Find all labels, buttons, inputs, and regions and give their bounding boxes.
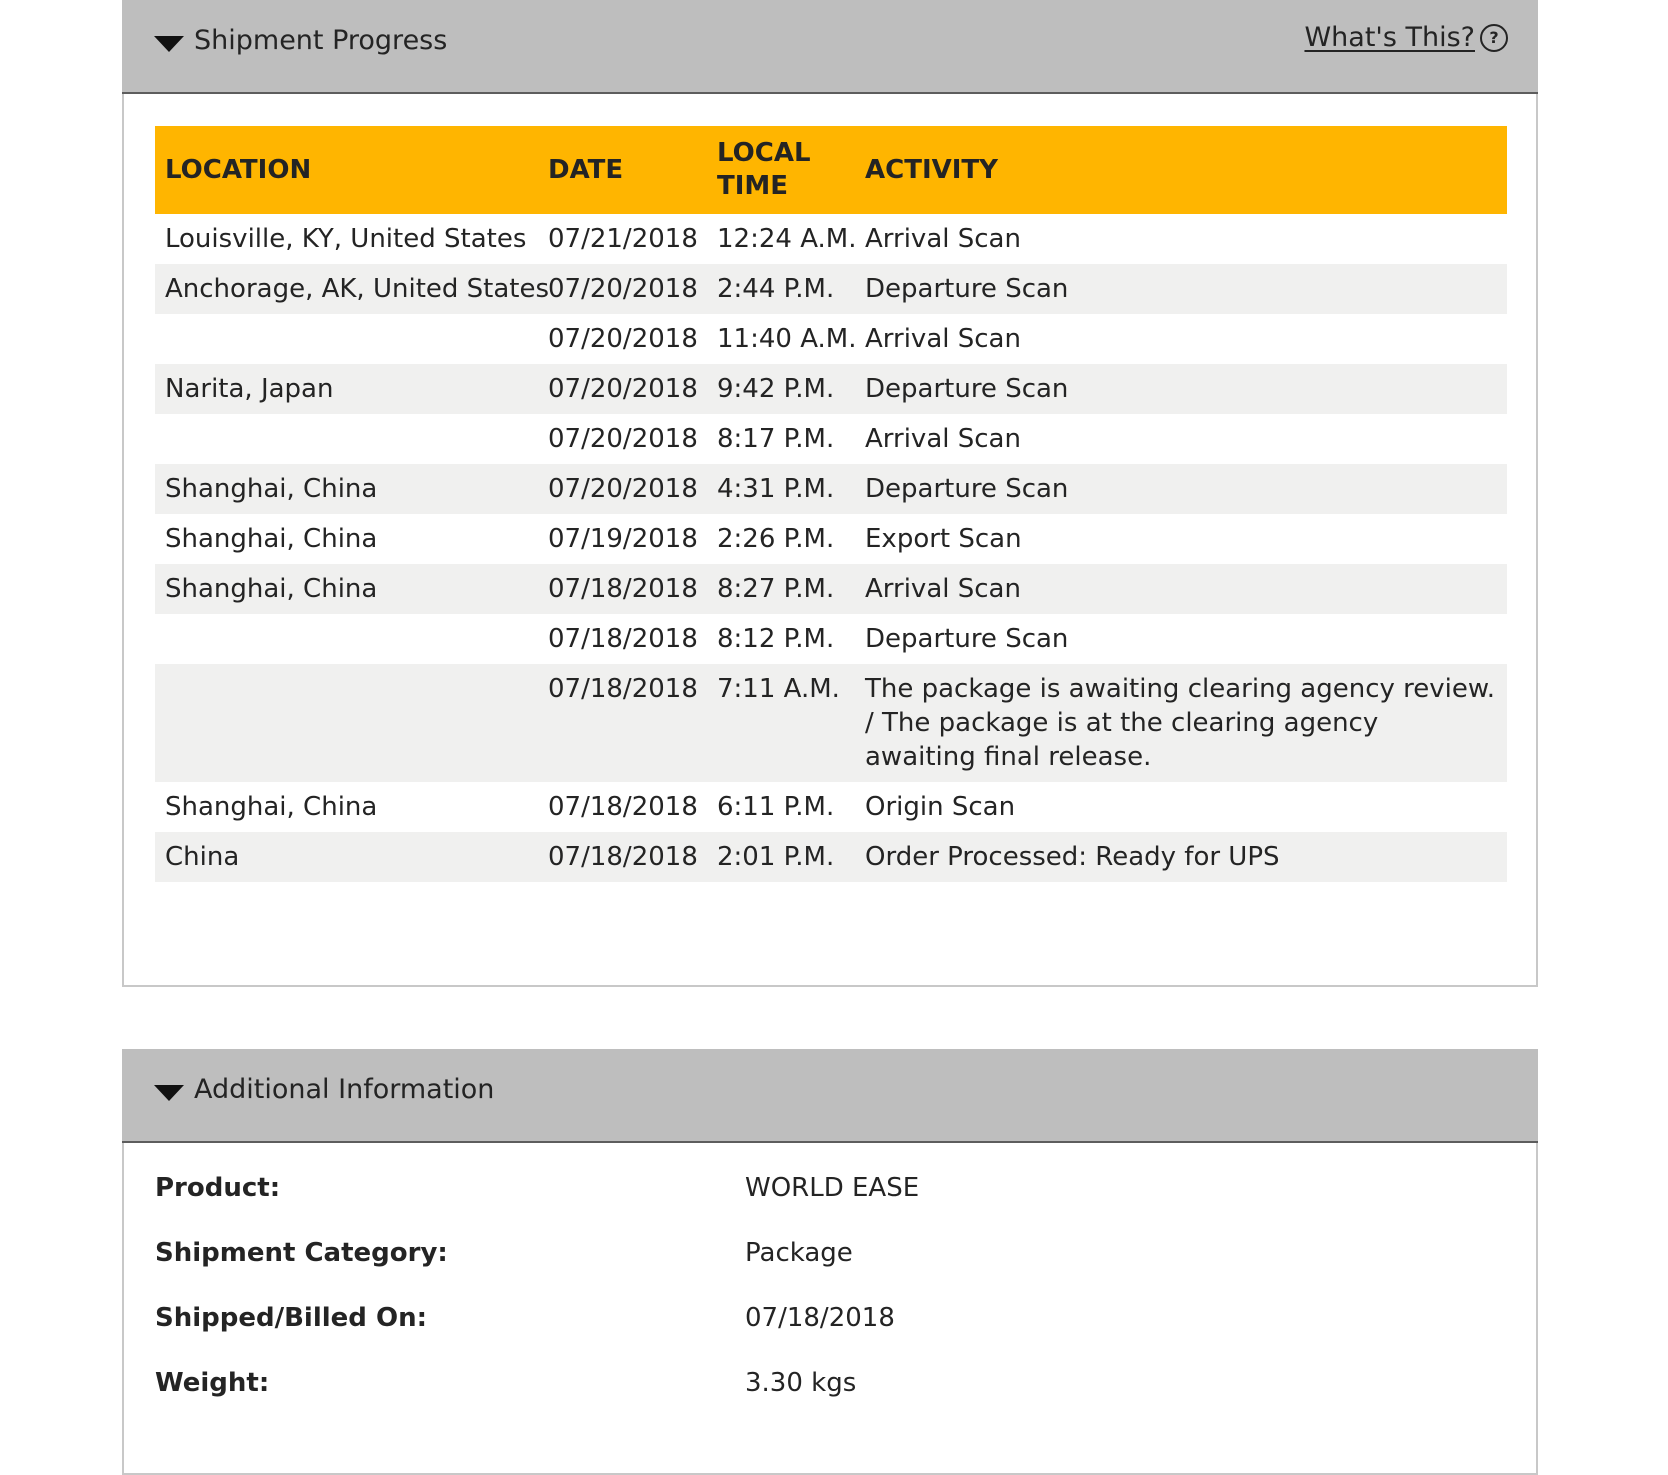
cell-activity: Order Processed: Ready for UPS (865, 842, 1280, 872)
info-label: Product: (155, 1173, 281, 1203)
cell-local-time: 12:24 A.M. (717, 224, 857, 254)
cell-location: Shanghai, China (165, 792, 378, 822)
cell-date: 07/21/2018 (548, 224, 698, 254)
whats-this-text[interactable]: What's This? (1304, 22, 1475, 53)
table-header-row (155, 126, 1507, 214)
cell-local-time: 8:17 P.M. (717, 424, 835, 454)
cell-local-time: 11:40 A.M. (717, 324, 857, 354)
info-label: Shipment Category: (155, 1238, 448, 1268)
cell-activity: Arrival Scan (865, 324, 1021, 354)
table-row (155, 782, 1507, 832)
info-value: Package (745, 1238, 853, 1268)
cell-local-time: 2:44 P.M. (717, 274, 835, 304)
cell-date: 07/18/2018 (548, 842, 698, 872)
cell-location (155, 614, 538, 664)
table-row (155, 414, 1507, 464)
table-row (155, 614, 1507, 664)
info-value: 3.30 kgs (745, 1368, 857, 1398)
cell-local-time: 4:31 P.M. (717, 474, 835, 504)
cell-activity: Arrival Scan (865, 574, 1021, 604)
table-row (155, 264, 1507, 314)
shipment-progress-title[interactable]: Shipment Progress (194, 25, 448, 56)
cell-local-time: 9:42 P.M. (717, 374, 835, 404)
cell-local-time: 2:01 P.M. (717, 842, 835, 872)
cell-location (155, 414, 538, 464)
cell-date: 07/20/2018 (548, 424, 698, 454)
caret-down-icon[interactable] (154, 1085, 184, 1101)
cell-local-time: 8:12 P.M. (717, 624, 835, 654)
cell-local-time: 8:27 P.M. (717, 574, 835, 604)
cell-date: 07/20/2018 (548, 324, 698, 354)
cell-local-time: 2:26 P.M. (717, 524, 835, 554)
table-row (155, 564, 1507, 614)
additional-information-title[interactable]: Additional Information (194, 1074, 495, 1105)
cell-date: 07/20/2018 (548, 374, 698, 404)
cell-location: Shanghai, China (165, 574, 378, 604)
table-row (155, 514, 1507, 564)
cell-location: Narita, Japan (165, 374, 334, 404)
shipment-progress-panel (122, 0, 1538, 987)
whats-this-link[interactable] (1304, 22, 1508, 53)
cell-date: 07/18/2018 (548, 574, 698, 604)
table-row (155, 314, 1507, 364)
table-row (155, 214, 1507, 264)
cell-location: Shanghai, China (165, 524, 378, 554)
shipment-activity-table (155, 126, 1507, 882)
cell-date: 07/18/2018 (548, 792, 698, 822)
column-header-activity: ACTIVITY (855, 126, 1507, 214)
caret-down-icon[interactable] (154, 36, 184, 52)
info-label: Weight: (155, 1368, 270, 1398)
cell-location (155, 314, 538, 364)
cell-activity: Departure Scan (865, 374, 1069, 404)
cell-activity: Export Scan (865, 524, 1022, 554)
cell-location: Anchorage, AK, United States (165, 274, 550, 304)
cell-activity: Origin Scan (865, 792, 1016, 822)
table-row (155, 832, 1507, 882)
additional-information-header[interactable] (122, 1049, 1538, 1143)
table-row (155, 464, 1507, 514)
cell-activity: Departure Scan (865, 474, 1069, 504)
cell-location: China (165, 842, 240, 872)
column-header-date: DATE (538, 126, 707, 214)
cell-date: 07/18/2018 (548, 674, 698, 704)
additional-information-panel (122, 1049, 1538, 1475)
cell-local-time: 6:11 P.M. (717, 792, 835, 822)
column-header-local-time: LOCAL TIME (707, 126, 855, 214)
cell-date: 07/20/2018 (548, 474, 698, 504)
cell-date: 07/20/2018 (548, 274, 698, 304)
info-label: Shipped/Billed On: (155, 1303, 427, 1333)
cell-activity: The package is awaiting clearing agency review. / The package is at the clearing agency awaiting final release. (865, 674, 1496, 772)
table-row (155, 664, 1507, 782)
cell-location: Shanghai, China (165, 474, 378, 504)
cell-activity: Arrival Scan (865, 224, 1021, 254)
help-circle-icon[interactable]: ? (1480, 24, 1508, 52)
column-header-location: LOCATION (155, 126, 538, 214)
cell-date: 07/19/2018 (548, 524, 698, 554)
activity-table-body (155, 214, 1507, 882)
cell-activity: Departure Scan (865, 624, 1069, 654)
table-row (155, 364, 1507, 414)
info-value: WORLD EASE (745, 1173, 920, 1203)
cell-location: Louisville, KY, United States (165, 224, 527, 254)
shipment-progress-header[interactable] (122, 0, 1538, 94)
cell-date: 07/18/2018 (548, 624, 698, 654)
cell-activity: Departure Scan (865, 274, 1069, 304)
cell-local-time: 7:11 A.M. (717, 674, 840, 704)
info-value: 07/18/2018 (745, 1303, 895, 1333)
cell-location (155, 664, 538, 782)
cell-activity: Arrival Scan (865, 424, 1021, 454)
